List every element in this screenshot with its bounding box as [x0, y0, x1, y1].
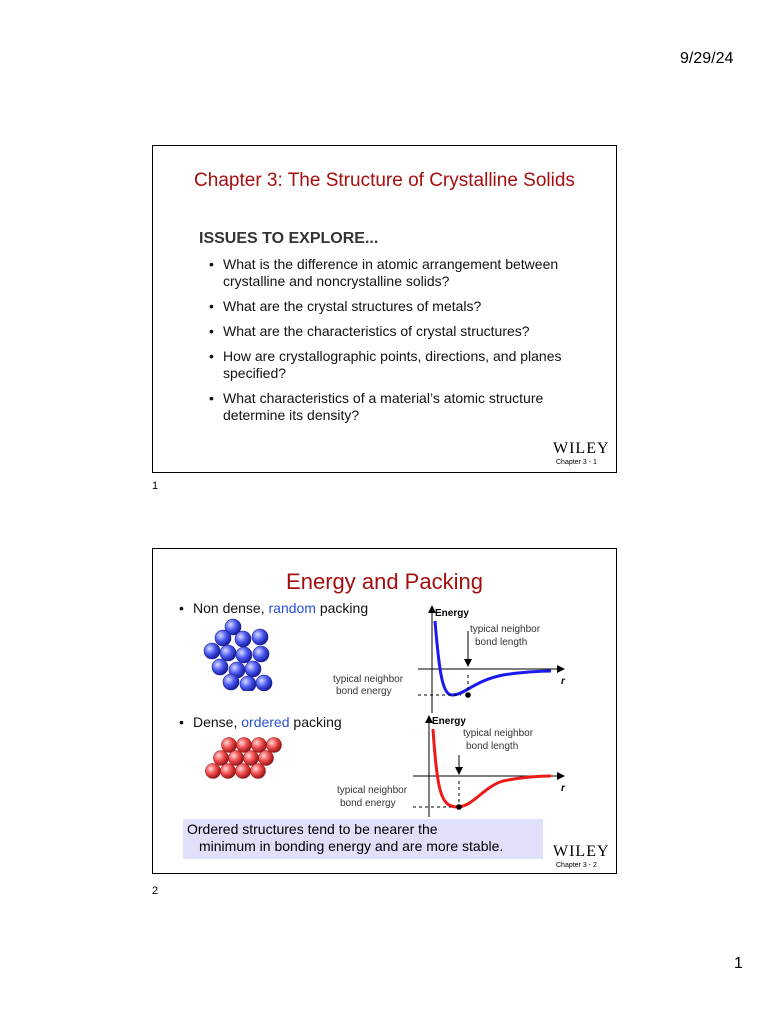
- document-date: 9/29/24: [680, 50, 734, 67]
- slide-2: [152, 548, 617, 874]
- slide-number: 2: [152, 885, 159, 897]
- list-item: • What are the characteristics of crystal structures?: [209, 323, 609, 340]
- list-item: • How are crystallographic points, directions, and planes specified?: [209, 348, 609, 382]
- callout-line: Ordered structures tend to be nearer the: [187, 821, 438, 837]
- issues-list: [209, 256, 609, 432]
- packing-label-random: • Non dense, random packing: [179, 600, 369, 616]
- issues-heading: ISSUES TO EXPLORE...: [199, 230, 379, 247]
- packing-label-ordered: • Dense, ordered packing: [179, 714, 342, 730]
- random-packing-illustration: [198, 611, 288, 691]
- y-axis-label: Energy: [432, 716, 466, 727]
- page-number: 1: [734, 955, 743, 972]
- slide-footer: Chapter 3 - 1: [556, 459, 597, 466]
- bond-energy-label: typical neighbor: [337, 785, 408, 796]
- slide-number: 1: [152, 480, 159, 492]
- bond-energy-label: typical neighbor: [333, 674, 404, 685]
- callout-box: [183, 819, 543, 859]
- bond-length-label: typical neighbor: [463, 728, 534, 739]
- slide-title: Energy and Packing: [286, 569, 483, 594]
- slide-1: [152, 145, 617, 473]
- list-item: • What characteristics of a material’s atomic structure determine its density?: [209, 390, 609, 424]
- x-axis-label: r: [561, 783, 565, 794]
- list-item: • What is the difference in atomic arrangement between crystalline and noncrystalline solids?: [209, 256, 609, 290]
- bond-energy-label: bond energy: [340, 798, 396, 809]
- bond-length-label: bond length: [475, 637, 528, 648]
- callout-line: minimum in bonding energy and are more stable.: [199, 838, 504, 854]
- slide-title: Chapter 3: The Structure of Crystalline Solids: [194, 170, 575, 191]
- bond-length-label: bond length: [466, 741, 519, 752]
- list-item: • What are the crystal structures of metals?: [209, 298, 609, 315]
- wiley-logo: WILEY: [553, 440, 610, 457]
- wiley-logo: WILEY: [553, 843, 610, 860]
- slide-footer: Chapter 3 - 2: [556, 862, 597, 869]
- x-axis-label: r: [561, 676, 565, 687]
- bond-length-label: typical neighbor: [470, 624, 541, 635]
- y-axis-label: Energy: [435, 608, 469, 619]
- energy-graph-random: [323, 601, 573, 716]
- ordered-packing-illustration: [198, 733, 298, 783]
- energy-graph-ordered: [323, 713, 573, 818]
- bond-energy-label: bond energy: [336, 686, 392, 697]
